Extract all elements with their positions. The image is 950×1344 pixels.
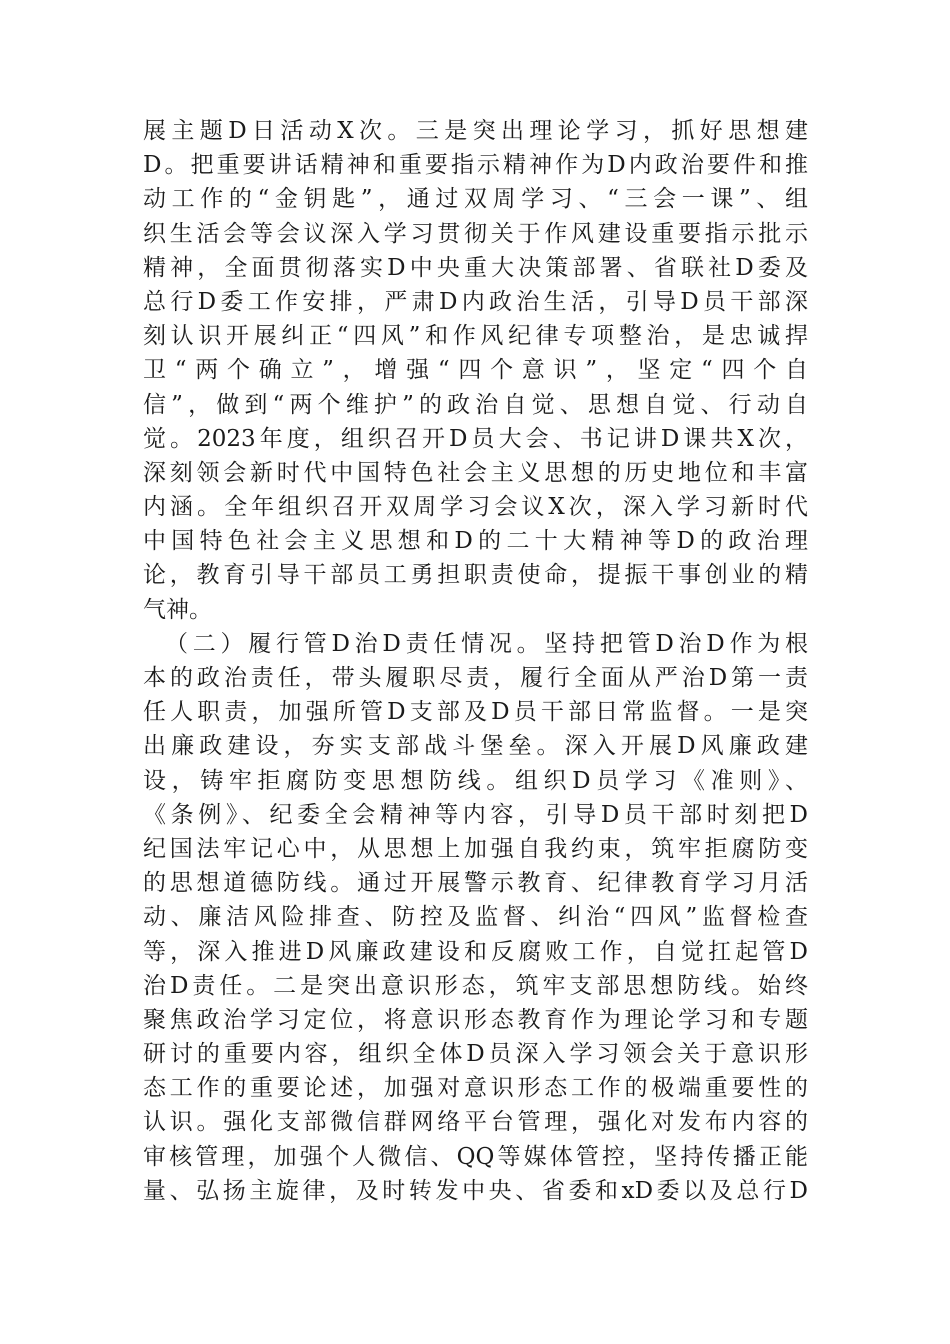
text-line: 出廉政建设，夯实支部战斗堡垒。深入开展D风廉政建 bbox=[143, 733, 808, 760]
text-line: 展主题D日活动X次。三是突出理论学习，抓好思想建 bbox=[143, 118, 808, 144]
text-line: 本的政治责任，带头履职尽责，履行全面从严治D第一责 bbox=[143, 665, 808, 691]
text-line: 论，教育引导干部员工勇担职责使命，提振干事创业的精 bbox=[143, 562, 808, 589]
text-line: D。把重要讲话精神和重要指示精神作为D内政治要件和推 bbox=[143, 152, 808, 179]
text-line: 态工作的重要论述，加强对意识形态工作的极端重要性的 bbox=[143, 1075, 808, 1102]
text-line: 深刻领会新时代中国特色社会主义思想的历史地位和丰富 bbox=[143, 459, 808, 486]
text-line: 卫“两个确立”，增强“四个意识”，坚定“四个自 bbox=[143, 357, 808, 384]
text-line: 刻认识开展纠正“四风”和作风纪律专项整治，是忠诚捍 bbox=[143, 323, 808, 350]
text-line: 《条例》、纪委全会精神等内容，引导D员干部时刻把D bbox=[143, 801, 808, 828]
text-line: 等，深入推进D风廉政建设和反腐败工作，自觉扛起管D bbox=[143, 938, 808, 965]
text-line: 认识。强化支部微信群网络平台管理，强化对发布内容的 bbox=[143, 1109, 808, 1136]
text-line: 动工作的“金钥匙”，通过双周学习、“三会一课”、组 bbox=[143, 186, 808, 213]
text-line: 任人职责，加强所管D支部及D员干部日常监督。一是突 bbox=[143, 699, 808, 726]
text-line: 的思想道德防线。通过开展警示教育、纪律教育学习月活 bbox=[143, 870, 808, 897]
text-line: 设，铸牢拒腐防变思想防线。组织D员学习《准则》、 bbox=[143, 767, 808, 794]
text-line: 审核管理，加强个人微信、QQ等媒体管控，坚持传播正能 bbox=[143, 1143, 808, 1170]
text-line: 精神，全面贯彻落实D中央重大决策部署、省联社D委及 bbox=[143, 254, 808, 281]
text-line: 总行D委工作安排，严肃D内政治生活，引导D员干部深 bbox=[143, 288, 808, 315]
text-line: 织生活会等会议深入学习贯彻关于作风建设重要指示批示 bbox=[143, 220, 808, 247]
text-line: 动、廉洁风险排查、防控及监督、纠治“四风”监督检查 bbox=[143, 904, 808, 931]
text-line: 治D责任。二是突出意识形态，筑牢支部思想防线。始终 bbox=[143, 972, 808, 999]
text-line: 研讨的重要内容，组织全体D员深入学习领会关于意识形 bbox=[143, 1041, 808, 1068]
text-line: 觉。2023年度，组织召开D员大会、书记讲D课共X次， bbox=[143, 425, 808, 452]
text-line: 信”，做到“两个维护”的政治自觉、思想自觉、行动自 bbox=[143, 391, 808, 418]
body-text bbox=[143, 114, 808, 1208]
section-heading-line: （二）履行管D治D责任情况。坚持把管D治D作为根 bbox=[165, 630, 808, 657]
text-line: 内涵。全年组织召开双周学习会议X次，深入学习新时代 bbox=[143, 494, 808, 521]
text-line: 纪国法牢记心中，从思想上加强自我约束，筑牢拒腐防变 bbox=[143, 835, 808, 862]
text-line: 中国特色社会主义思想和D的二十大精神等D的政治理 bbox=[143, 528, 808, 555]
text-line: 气神。 bbox=[143, 596, 212, 623]
text-line: 量、弘扬主旋律，及时转发中央、省委和xD委以及总行D bbox=[143, 1177, 808, 1204]
text-line: 聚焦政治学习定位，将意识形态教育作为理论学习和专题 bbox=[143, 1006, 808, 1033]
